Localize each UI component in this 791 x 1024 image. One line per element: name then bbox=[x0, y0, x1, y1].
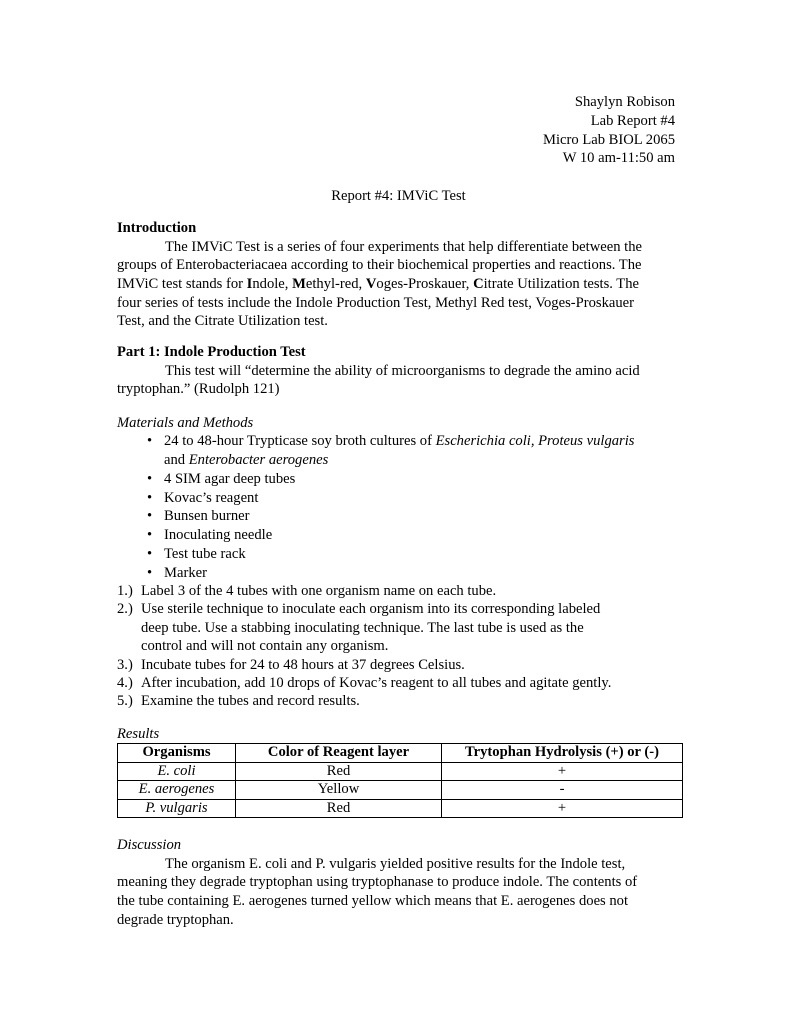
course-name: Micro Lab BIOL 2065 bbox=[543, 132, 675, 148]
step-number: 3.) bbox=[117, 656, 133, 673]
discussion-heading: Discussion bbox=[117, 837, 182, 853]
intro-line: The IMViC Test is a series of four experiments that help differentiate between the bbox=[165, 238, 642, 255]
table-row bbox=[118, 762, 683, 781]
organism-names: Escherichia coli, Proteus vulgaris bbox=[435, 433, 635, 449]
bullet-text: Kovac’s reagent bbox=[164, 489, 259, 506]
column-header: Organisms bbox=[118, 744, 236, 763]
document-title: Report #4: IMViC Test bbox=[331, 188, 466, 204]
step-text: Examine the tubes and record results. bbox=[141, 693, 360, 710]
color-cell: Red bbox=[236, 762, 442, 781]
text: ndole, bbox=[252, 276, 293, 293]
text: 24 to 48-hour Trypticase soy broth cultures of bbox=[164, 433, 436, 449]
part1-line: This test will “determine the ability of microorganisms to degrade the amino acid bbox=[165, 362, 640, 379]
organism-name: Enterobacter aerogenes bbox=[188, 452, 329, 468]
bullet-text bbox=[164, 451, 328, 470]
bullet-text bbox=[164, 432, 634, 451]
bullet-icon: • bbox=[147, 527, 153, 544]
class-time: W 10 am-11:50 am bbox=[562, 150, 675, 166]
step-number: 2.) bbox=[117, 601, 133, 618]
table-row bbox=[118, 781, 683, 800]
report-number: Lab Report #4 bbox=[590, 113, 675, 129]
bold-letter: M bbox=[292, 276, 306, 293]
part1-section bbox=[117, 343, 640, 399]
bullet-text: Inoculating needle bbox=[164, 527, 273, 544]
discussion-section bbox=[117, 836, 637, 929]
bullet-text: Test tube rack bbox=[164, 545, 246, 562]
introduction-heading: Introduction bbox=[117, 220, 197, 236]
discussion-line: degrade tryptophan. bbox=[117, 911, 234, 928]
bullet-icon: • bbox=[147, 433, 153, 449]
results-heading: Results bbox=[117, 726, 160, 742]
introduction-section bbox=[117, 219, 642, 331]
color-cell: Red bbox=[236, 799, 442, 818]
intro-line bbox=[117, 275, 642, 294]
author-name: Shaylyn Robison bbox=[574, 94, 675, 110]
step-text: Label 3 of the 4 tubes with one organism name on each tube. bbox=[141, 583, 497, 599]
step-text: control and will not contain any organism. bbox=[141, 638, 389, 655]
discussion-line: the tube containing E. aerogenes turned yellow which means that E. aerogenes does not bbox=[117, 893, 629, 910]
step-number: 5.) bbox=[117, 693, 133, 710]
bullet-text: 4 SIM agar deep tubes bbox=[164, 470, 296, 487]
text: itrate Utilization tests. The bbox=[483, 276, 639, 293]
text: and bbox=[164, 452, 189, 468]
bullet-icon: • bbox=[147, 564, 153, 581]
hydrolysis-cell: - bbox=[442, 781, 683, 800]
results-table bbox=[117, 743, 683, 818]
column-header: Color of Reagent layer bbox=[236, 744, 442, 763]
bullet-text: Bunsen burner bbox=[164, 508, 250, 525]
hydrolysis-cell: + bbox=[442, 799, 683, 818]
part1-heading: Part 1: Indole Production Test bbox=[117, 344, 306, 360]
organism-cell: E. coli bbox=[118, 762, 236, 781]
step-number: 1.) bbox=[117, 583, 133, 599]
step-text: Incubate tubes for 24 to 48 hours at 37 degrees Celsius. bbox=[141, 656, 465, 673]
bold-letter: V bbox=[365, 276, 377, 293]
color-cell: Yellow bbox=[236, 781, 442, 800]
organism-cell: E. aerogenes bbox=[118, 781, 236, 800]
discussion-line: The organism E. coli and P. vulgaris yielded positive results for the Indole test, bbox=[165, 855, 626, 872]
step-text: Use sterile technique to inoculate each organism into its corresponding labeled bbox=[141, 601, 601, 618]
column-header: Trytophan Hydrolysis (+) or (-) bbox=[442, 744, 683, 763]
step-text: After incubation, add 10 drops of Kovac’s reagent to all tubes and agitate gently. bbox=[141, 675, 612, 691]
text: IMViC test stands for bbox=[117, 276, 247, 293]
discussion-line: meaning they degrade tryptophan using tryptophanase to produce indole. The contents of bbox=[117, 874, 638, 891]
step-text: deep tube. Use a stabbing inoculating technique. The last tube is used as the bbox=[141, 619, 584, 636]
bullet-icon: • bbox=[147, 508, 153, 525]
table-header-row bbox=[118, 744, 683, 763]
part1-line: tryptophan.” (Rudolph 121) bbox=[117, 381, 280, 398]
bullet-text: Marker bbox=[164, 564, 207, 581]
text: oges-Proskauer, bbox=[376, 276, 474, 293]
organism-cell: P. vulgaris bbox=[118, 799, 236, 818]
bold-letter: C bbox=[473, 276, 484, 293]
bold-letter: I bbox=[246, 276, 253, 293]
table-row bbox=[118, 799, 683, 818]
hydrolysis-cell: + bbox=[442, 762, 683, 781]
bullet-icon: • bbox=[147, 470, 153, 487]
intro-line: Test, and the Citrate Utilization test. bbox=[117, 313, 328, 330]
step-number: 4.) bbox=[117, 675, 133, 691]
intro-line: four series of tests include the Indole Production Test, Methyl Red test, Voges-Proskauer bbox=[117, 294, 634, 311]
materials-heading: Materials and Methods bbox=[117, 415, 254, 431]
bullet-icon: • bbox=[147, 545, 153, 562]
intro-line: groups of Enterobacteriacaea according to their biochemical properties and reactions. The bbox=[117, 257, 642, 274]
bullet-icon: • bbox=[147, 489, 153, 506]
text: ethyl-red, bbox=[305, 276, 366, 293]
